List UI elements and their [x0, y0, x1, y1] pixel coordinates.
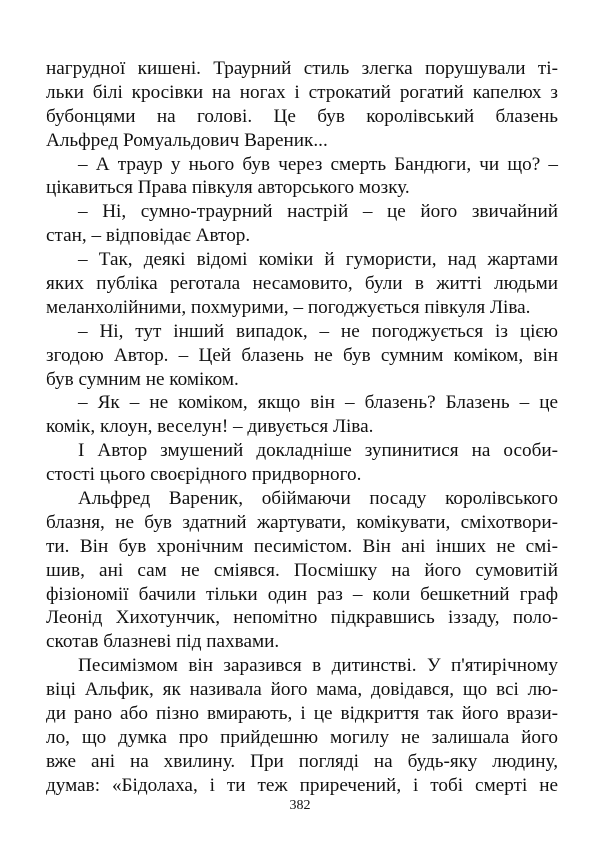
text-line: цікавиться Права півкуля авторського мозку.: [46, 177, 410, 199]
text-line: комік, клоун, веселун! – дивується Ліва.: [46, 416, 374, 438]
text-line: думав: «Бідолаха, і ти теж приречений, і тобі смерті не: [46, 774, 558, 796]
text-line: Альфред Вареник, обіймаючи посаду королівського: [78, 488, 558, 510]
text-line: І Автор змушений докладніше зупинитися на особи-: [78, 440, 558, 462]
text-line: меланхолійними, похмурими, – погоджується півкуля Ліва.: [46, 296, 531, 318]
text-line: ти. Він був хронічним песимістом. Він ані інших не смі-: [46, 535, 558, 557]
text-line: Альфред Ромуальдович Вареник...: [46, 129, 328, 151]
text-line: ло, що думка про прийдешню могилу не залишала його: [46, 726, 558, 748]
text-line: нагрудної кишені. Траурний стиль злегка порушували ті-: [46, 58, 558, 79]
text-line: стості цього своєрідного придворного.: [46, 464, 362, 486]
text-line: льки білі кросівки на ногах і строкатий рогатий капелюх з: [46, 81, 558, 103]
text-line: шив, ані сам не сміявся. Посмішку на його сумовитій: [46, 559, 558, 581]
page-number: 382: [289, 798, 311, 813]
text-line: – Ні, тут інший випадок, – не погоджується із цією: [78, 320, 558, 342]
text-line: – Так, деякі відомі коміки й гумористи, над жартами: [78, 249, 558, 271]
text-line: Леонід Хихотунчик, непомітно підкравшись іззаду, поло-: [46, 607, 558, 629]
text-line: вже ані на хвилину. При погляді на будь-яку людину,: [46, 750, 558, 772]
text-line: Песимізмом він заразився в дитинстві. У п'ятирічному: [78, 655, 558, 677]
text-line: стан, – відповідає Автор.: [46, 225, 251, 247]
text-line: скотав блазневі під пахвами.: [46, 631, 280, 653]
text-line: – Як – не коміком, якщо він – блазень? Блазень – це: [78, 392, 558, 414]
page-body-text: [46, 57, 558, 798]
text-line: фізіономії бачили тільки один раз – коли бешкетний граф: [46, 583, 558, 605]
text-line: ди рано або пізно вмирають, і це відкриття так його врази-: [46, 703, 558, 725]
text-line: був сумним не коміком.: [46, 368, 239, 390]
text-line: – Ні, сумно-траурний настрій – це його звичайний: [78, 201, 558, 223]
text-line: блазня, не був здатний жартувати, комікувати, сміхотвори-: [46, 511, 558, 533]
text-line: згодою Автор. – Цей блазень не був сумним коміком, він: [46, 344, 558, 366]
text-line: яких публіка реготала несамовито, були в житті людьми: [46, 273, 558, 295]
text-line: – А траур у нього був через смерть Бандюги, чи що? –: [78, 153, 558, 175]
text-line: віці Альфик, як називала його мама, довідався, що всі лю-: [46, 679, 558, 701]
text-line: бубонцями на голові. Це був королівський блазень: [46, 105, 558, 127]
